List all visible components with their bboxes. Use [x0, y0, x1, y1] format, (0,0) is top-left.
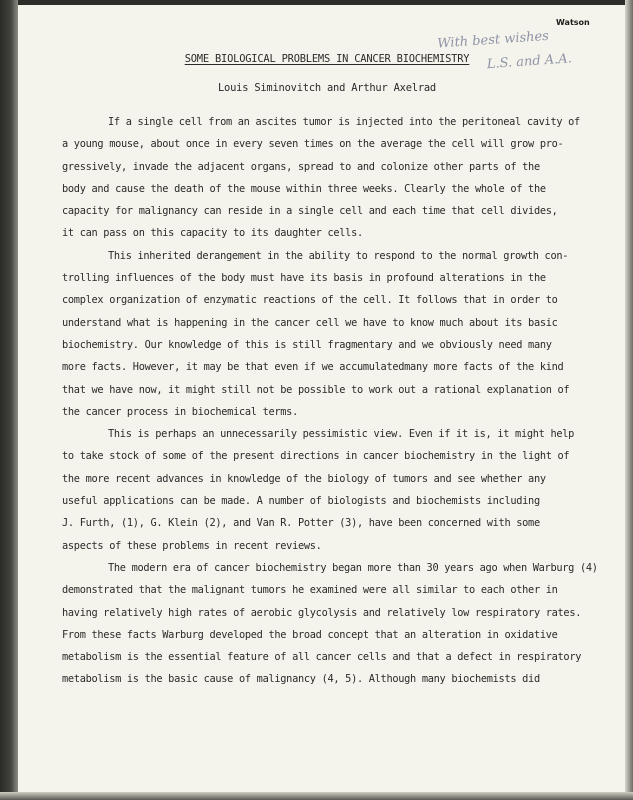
text-line: more facts. However, it may be that even if we accumulatedmany more facts of the kind [62, 361, 564, 374]
text-line: From these facts Warburg developed the broad concept that an alteration in oxidative [62, 628, 558, 641]
text-line: complex organization of enzymatic reactions of the cell. It follows that in order to [62, 294, 558, 307]
scan-edge-left [0, 0, 18, 800]
text-line: The modern era of cancer biochemistry began more than 30 years ago when Warburg (4) [108, 561, 598, 574]
paragraph [62, 111, 622, 245]
text-line: the more recent advances in knowledge of the biology of tumors and see whether any [62, 472, 546, 485]
text-line: body and cause the death of the mouse within three weeks. Clearly the whole of the [62, 182, 546, 195]
handwritten-line: L.S. and A.A. [486, 51, 573, 73]
text-line: biochemistry. Our knowledge of this is still fragmentary and we obviously need many [62, 338, 552, 351]
scan-edge-bottom [0, 792, 633, 800]
text-line: This is perhaps an unnecessarily pessimistic view. Even if it is, it might help [108, 428, 575, 441]
paragraph [62, 423, 622, 557]
text-line: understand what is happening in the cancer cell we have to know much about its basic [62, 316, 558, 329]
text-line: trolling influences of the body must have its basis in profound alterations in the [62, 272, 546, 285]
text-line: the cancer process in biochemical terms. [62, 405, 298, 418]
archive-name-annotation: Watson [556, 18, 590, 27]
text-line: If a single cell from an ascites tumor is injected into the peritoneal cavity of [108, 116, 580, 128]
text-line: metabolism is the basic cause of malignancy (4, 5). Although many biochemists did [62, 673, 540, 686]
text-line: useful applications can be made. A number of biologists and biochemists including [62, 495, 540, 508]
text-line: This inherited derangement in the ability to respond to the normal growth con- [108, 249, 569, 262]
text-line: metabolism is the essential feature of all cancer cells and that a defect in respiratory [62, 651, 582, 664]
text-line: it can pass on this capacity to its daughter cells. [62, 227, 363, 240]
typewritten-page [18, 5, 625, 792]
scan-edge-right [625, 0, 633, 800]
text-line: having relatively high rates of aerobic glycolysis and relatively low respiratory rates. [62, 606, 582, 619]
text-line: to take stock of some of the present directions in cancer biochemistry in the light of [62, 450, 570, 463]
paragraph [62, 557, 622, 691]
paragraph [62, 245, 622, 423]
text-line: a young mouse, about once in every seven times on the average the cell will grow pro- [62, 138, 564, 151]
document-body [62, 111, 622, 691]
document-title: SOME BIOLOGICAL PROBLEMS IN CANCER BIOCHEMISTRY [184, 53, 470, 65]
text-line: gressively, invade the adjacent organs, spread to and colonize other parts of the [62, 160, 540, 173]
document-authors: Louis Siminovitch and Arthur Axelrad [217, 82, 436, 94]
text-line: aspects of these problems in recent reviews. [62, 539, 322, 552]
text-line: that we have now, it might still not be possible to work out a rational explanation of [62, 383, 570, 396]
text-line: demonstrated that the malignant tumors he examined were all similar to each other in [62, 584, 558, 597]
handwritten-inscription [437, 21, 600, 80]
handwritten-line: With best wishes [436, 28, 550, 52]
text-line: J. Furth, (1), G. Klein (2), and Van R. Potter (3), have been concerned with some [62, 517, 540, 530]
text-line: capacity for malignancy can reside in a single cell and each time that cell divides, [62, 205, 558, 218]
